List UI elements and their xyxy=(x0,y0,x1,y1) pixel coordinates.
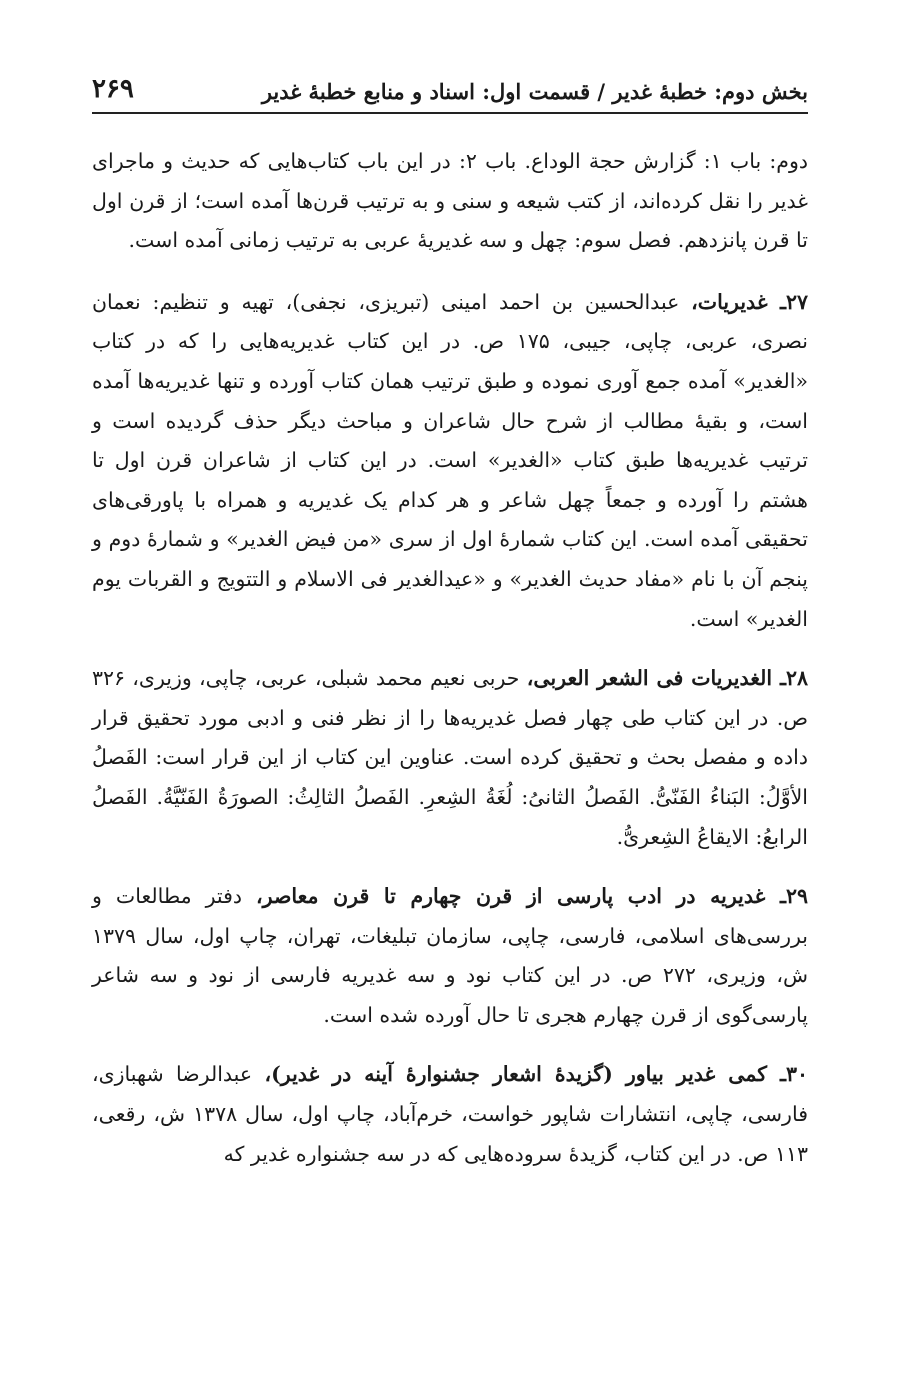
entry-27 xyxy=(92,283,808,639)
entry-body: عبدالحسین بن احمد امینی (تبریزی، نجفی)، تهیه و تنظیم: نعمان نصری، عربی، چاپی، جیبی، ۱۷۵ ص. در این کتاب غدیریه‌هایی را که در کتاب «الغدیر» آمده جمع آوری نموده و طبق ترتیب همان کتاب آورده و تنها غدیریه‌ها آمده است، و بقیهٔ مطالب از شرح حال شاعران و مباحث دیگر حذف گردیده است و ترتیب غدیریه‌ها طبق کتاب «الغدیر» است. در این کتاب از شاعران قرن اول تا هشتم را آورده و جمعاً چهل شاعر و هر کدام یک غدیریه و همراه با پاورقی‌های تحقیقی آمده است. این کتاب شمارهٔ اول از سری «من فیض الغدیر» و شمارهٔ دوم و پنجم آن با نام «مفاد حدیث الغدیر» و «عیدالغدیر فی الاسلام و التتویج و القربات یوم الغدیر» است. xyxy=(92,289,808,631)
entry-29 xyxy=(92,877,808,1035)
entry-30 xyxy=(92,1055,808,1174)
page-number: ۲۶۹ xyxy=(92,74,134,104)
page-header xyxy=(92,70,808,114)
continuation-paragraph: دوم: باب ۱: گزارش حجة الوداع. باب ۲: در این باب کتاب‌هایی که حدیث و ماجرای غدیر را نقل کرده‌اند، از کتب شیعه و سنی و به ترتیب قرن‌ها آمده است؛ از قرن اول تا قرن پانزدهم. فصل سوم: چهل و سه غدیریهٔ عربی به ترتیب زمانی آمده است. xyxy=(92,149,808,253)
entry-body: حربی نعیم محمد شبلی، عربی، چاپی، وزیری، ۳۲۶ ص. در این کتاب طی چهار فصل غدیریه‌ها را از نظر فنی و ادبی مورد تحقیق قرار داده و مفصل بحث و تحقیق کرده است. عناوین این کتاب از این قرار است: الفَصلُ الأوَّلُ: البَناءُ الفَنّیُّ. الفَصلُ الثانیُ: لُغَةُ الشِعرِ. الفَصلُ الثالِثُ: الصورَةُ الفَنّیَّةُ. الفَصلُ الرابعُ: الایقاعُ الشِعریُّ. xyxy=(92,666,808,849)
entry-body: دفتر مطالعات و بررسی‌های اسلامی، فارسی، چاپی، سازمان تبلیغات، تهران، چاپ اول، سال ۱۳۷۹ ش، وزیری، ۲۷۲ ص. در این کتاب نود و سه غدیریه فارسی از نود و سه شاعر پارسی‌گوی از قرن چهارم هجری تا حال آورده شده است. xyxy=(92,884,808,1027)
entry-title: ۲۷ـ غدیریات، xyxy=(691,289,808,314)
entry-title: ۲۹ـ غدیریه در ادب پارسی از قرن چهارم تا قرن معاصر، xyxy=(256,884,808,909)
running-head: بخش دوم: خطبهٔ غدیر / قسمت اول: اسناد و منابع خطبهٔ غدیر xyxy=(261,79,808,104)
entry-28 xyxy=(92,659,808,857)
entry-title: ۲۸ـ الغدیریات فی الشعر العربی، xyxy=(526,666,808,691)
page-body xyxy=(92,142,808,1194)
entry-body: عبدالرضا شهبازی، فارسی، چاپی، انتشارات شاپور خواست، خرم‌آباد، چاپ اول، سال ۱۳۷۸ ش، رقعی، ۱۱۳ ص. در این کتاب، گزیدهٔ سروده‌هایی که در سه جشنواره غدیر که xyxy=(92,1062,809,1166)
entry-title: ۳۰ـ کمی غدیر بیاور (گزیدهٔ اشعار جشنوارهٔ آینه در غدیر)، xyxy=(264,1062,808,1087)
